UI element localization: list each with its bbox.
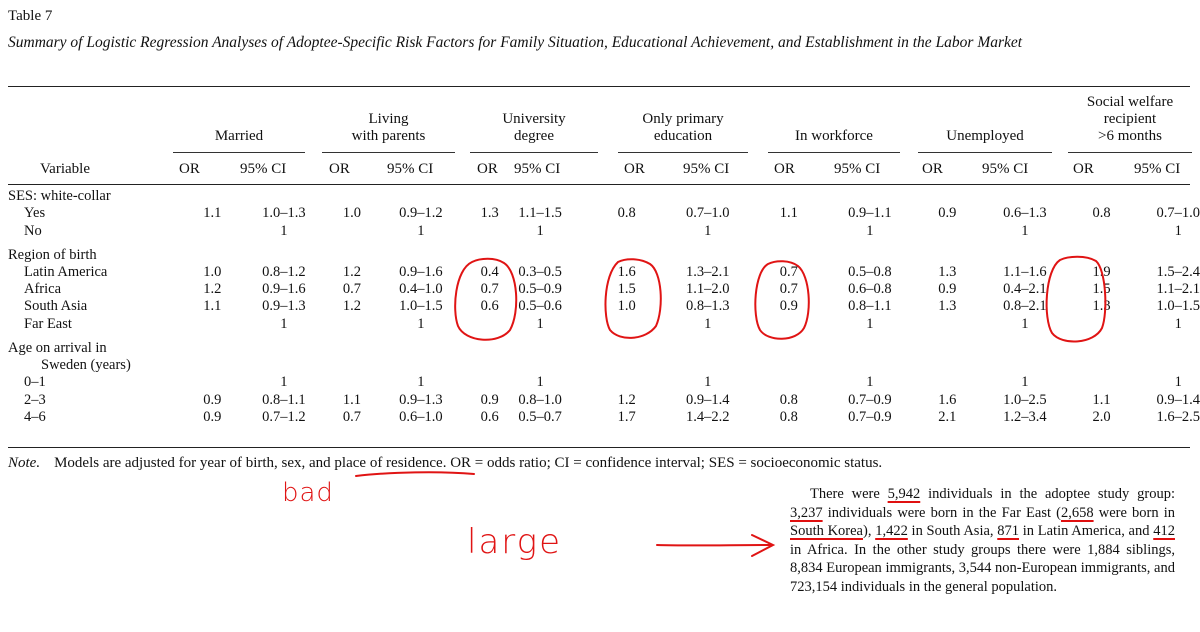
or-cell: 0.9 <box>480 391 499 408</box>
ci-cell <box>1156 188 1200 205</box>
ci-cell <box>686 357 730 374</box>
group-underline <box>173 152 305 153</box>
or-cell <box>467 316 513 333</box>
or-header: OR <box>477 161 498 177</box>
note-text-a: Models are adjusted for year of birth, sex, and <box>54 455 335 471</box>
ci-cell <box>239 240 329 264</box>
or-cell <box>892 188 1004 205</box>
or-cell <box>892 240 1004 264</box>
or-cell: 1.2 <box>203 281 222 298</box>
ci-cell: 0.4–2.1 <box>1003 281 1047 298</box>
or-cell: 0.9 <box>203 408 222 425</box>
or-cell <box>567 374 686 391</box>
table-row <box>8 223 1200 240</box>
para-count-latin-america: 871 <box>997 523 1020 539</box>
or-cell <box>186 316 239 333</box>
group-header-6 <box>1068 94 1192 145</box>
ci-cell: 1 <box>536 315 544 332</box>
or-cell: 0.6 <box>480 298 499 315</box>
or-cell: 1.9 <box>1092 263 1111 280</box>
or-cell: 0.8 <box>779 391 798 408</box>
ci-header: 95% CI <box>1134 161 1181 177</box>
or-header: OR <box>1073 161 1094 177</box>
ci-cell: 0.8–1.0 <box>518 391 562 408</box>
group-underline <box>470 152 598 153</box>
row-label: 0–1 <box>24 374 46 391</box>
ci-cell: 0.5–0.8 <box>848 263 892 280</box>
or-cell <box>1047 316 1157 333</box>
study-group-paragraph <box>790 485 1175 596</box>
ci-cell: 1 <box>1021 315 1029 332</box>
ci-cell: 0.9–1.1 <box>848 205 892 222</box>
or-cell <box>467 357 513 374</box>
results-table <box>8 188 1200 426</box>
or-cell: 0.9 <box>938 281 957 298</box>
group-header-line: recipient <box>1103 111 1157 127</box>
or-cell <box>467 374 513 391</box>
or-cell: 1.5 <box>617 281 636 298</box>
ci-cell: 0.6–1.3 <box>1003 205 1047 222</box>
ci-cell: 1.2–3.4 <box>1003 408 1047 425</box>
ci-cell: 1.1–2.0 <box>685 281 730 298</box>
bottom-rule <box>8 447 1190 448</box>
or-cell: 1.3 <box>938 298 957 315</box>
row-label: 2–3 <box>24 391 46 408</box>
ci-cell <box>686 240 730 264</box>
table-row <box>8 205 1200 222</box>
or-cell: 1.2 <box>342 298 361 315</box>
ci-cell: 0.9–1.2 <box>399 205 443 222</box>
or-cell: 0.8 <box>779 408 798 425</box>
ci-cell: 0.9–1.6 <box>399 263 443 280</box>
or-cell: 1.5 <box>1092 281 1111 298</box>
ci-cell: 1.6–2.5 <box>1156 408 1200 425</box>
or-cell <box>1047 223 1157 240</box>
ci-cell: 0.7–1.0 <box>685 205 730 222</box>
group-header-line: Unemployed <box>946 128 1024 144</box>
row-label: Africa <box>24 281 62 298</box>
ci-cell: 1 <box>704 222 712 239</box>
or-cell: 0.6 <box>480 408 499 425</box>
or-cell <box>892 316 1004 333</box>
ci-cell <box>1003 240 1047 264</box>
ci-header: 95% CI <box>387 161 434 177</box>
table-row <box>8 333 1200 357</box>
para-count-far-east: 3,237 <box>790 504 823 521</box>
ci-cell <box>375 333 467 357</box>
row-label: Yes <box>24 205 46 222</box>
or-cell <box>729 357 848 374</box>
or-cell: 0.7 <box>779 263 798 280</box>
ci-cell: 1 <box>417 374 425 391</box>
ci-cell: 0.4–1.0 <box>399 281 443 298</box>
ci-cell <box>375 188 467 205</box>
ci-cell: 0.8–1.1 <box>262 391 306 408</box>
ci-cell: 1.1–1.5 <box>518 205 562 222</box>
group-header-2 <box>470 111 598 145</box>
ci-cell: 0.5–0.7 <box>518 408 562 425</box>
ci-cell: 0.7–1.0 <box>1156 205 1200 222</box>
ci-cell <box>513 188 568 205</box>
group-header-line: degree <box>514 128 554 144</box>
ci-cell <box>1156 240 1200 264</box>
para-south-korea: South Korea <box>790 523 863 539</box>
or-cell <box>186 188 239 205</box>
or-cell <box>892 374 1004 391</box>
or-header: OR <box>922 161 943 177</box>
or-cell <box>329 333 375 357</box>
ci-cell: 1 <box>280 315 288 332</box>
note-label: Note. <box>8 455 41 471</box>
ci-cell: 0.8–1.2 <box>262 263 306 280</box>
ci-header: 95% CI <box>683 161 730 177</box>
group-header-line: Only primary <box>642 111 724 127</box>
table-row <box>8 409 1200 426</box>
or-cell <box>329 357 375 374</box>
ci-cell <box>848 240 892 264</box>
or-cell: 1.3 <box>1092 298 1111 315</box>
or-cell: 1.0 <box>342 205 361 222</box>
or-cell <box>186 333 239 357</box>
table-row <box>8 240 1200 264</box>
ci-cell: 1 <box>1021 374 1029 391</box>
ci-cell: 1 <box>417 315 425 332</box>
row-label: 4–6 <box>24 408 46 425</box>
or-cell: 1.0 <box>203 263 222 280</box>
or-cell <box>329 223 375 240</box>
top-rule <box>8 86 1190 87</box>
ci-cell: 0.9–1.3 <box>262 298 306 315</box>
table-title: Summary of Logistic Regression Analyses of Adoptee-Specific Risk Factors for Family Situation, Educational Achievement, and Establishment in the Labor Market <box>8 34 1023 51</box>
or-cell: 1.1 <box>1092 391 1111 408</box>
ci-cell: 0.9–1.4 <box>685 391 730 408</box>
table-row <box>8 374 1200 391</box>
or-cell <box>567 240 686 264</box>
or-cell: 1.6 <box>617 263 636 280</box>
row-label: Region of birth <box>8 246 97 263</box>
or-cell: 2.1 <box>938 408 957 425</box>
table-row <box>8 357 1200 374</box>
or-cell <box>567 357 686 374</box>
ci-cell: 1.0–2.5 <box>1003 391 1047 408</box>
ci-cell <box>686 188 730 205</box>
or-cell <box>1047 240 1157 264</box>
or-header: OR <box>624 161 645 177</box>
or-cell <box>186 240 239 264</box>
or-cell <box>467 223 513 240</box>
table-row <box>8 298 1200 315</box>
ci-cell <box>239 357 329 374</box>
table-row <box>8 316 1200 333</box>
row-label: Sweden (years) <box>41 357 131 374</box>
ci-header: 95% CI <box>514 161 561 177</box>
para-text: ), <box>863 523 876 539</box>
or-cell: 0.9 <box>779 298 798 315</box>
ci-cell: 1.3–2.1 <box>685 263 730 280</box>
group-header-line: with parents <box>351 128 426 144</box>
or-cell <box>329 316 375 333</box>
or-header: OR <box>329 161 350 177</box>
or-cell <box>567 333 686 357</box>
ci-cell: 0.8–2.1 <box>1003 298 1047 315</box>
para-text: There were <box>810 486 888 502</box>
group-underline <box>768 152 900 153</box>
ci-cell <box>848 333 892 357</box>
or-cell: 1.7 <box>617 408 636 425</box>
ci-cell: 1 <box>280 374 288 391</box>
para-text: individuals in the adoptee study group: <box>920 486 1175 502</box>
ci-cell: 1.4–2.2 <box>685 408 730 425</box>
or-cell <box>567 188 686 205</box>
or-cell <box>892 223 1004 240</box>
or-cell: 0.4 <box>480 263 499 280</box>
or-cell <box>1047 357 1157 374</box>
ci-cell: 1 <box>1174 374 1182 391</box>
table-number: Table 7 <box>8 8 53 24</box>
ci-cell: 0.5–0.6 <box>518 298 562 315</box>
para-text: were born in <box>1093 504 1176 521</box>
or-cell <box>567 223 686 240</box>
group-header-line: University <box>502 111 566 127</box>
ci-cell: 1 <box>536 374 544 391</box>
ci-cell: 1 <box>704 315 712 332</box>
ci-cell: 0.8–1.1 <box>848 298 892 315</box>
ci-cell: 0.3–0.5 <box>518 263 562 280</box>
ci-cell: 1.5–2.4 <box>1156 263 1200 280</box>
or-cell: 0.8 <box>1092 205 1111 222</box>
ci-cell: 1 <box>1174 315 1182 332</box>
ci-cell: 1 <box>417 222 425 239</box>
ci-cell <box>375 240 467 264</box>
row-label: No <box>24 222 42 239</box>
group-underline <box>1068 152 1192 153</box>
or-cell <box>329 188 375 205</box>
group-header-0 <box>173 128 305 145</box>
or-cell <box>729 374 848 391</box>
or-cell <box>329 374 375 391</box>
or-cell: 1.1 <box>203 298 222 315</box>
ci-cell <box>375 357 467 374</box>
group-header-line: Living <box>368 111 409 127</box>
or-cell <box>467 240 513 264</box>
or-cell <box>1047 374 1157 391</box>
ci-cell: 0.7–0.9 <box>848 408 892 425</box>
ci-header: 95% CI <box>240 161 287 177</box>
table-note <box>8 455 882 472</box>
or-cell: 1.6 <box>938 391 957 408</box>
or-cell: 0.9 <box>203 391 222 408</box>
ci-cell: 1 <box>536 222 544 239</box>
or-cell <box>729 188 848 205</box>
ci-cell: 0.7–1.2 <box>262 408 306 425</box>
or-cell: 0.8 <box>617 205 636 222</box>
para-text: individuals were born in the Far East ( <box>822 504 1061 521</box>
ci-cell: 1 <box>280 222 288 239</box>
para-count-africa: 412 <box>1153 523 1175 539</box>
or-cell <box>729 333 848 357</box>
ci-cell <box>1156 357 1200 374</box>
ci-cell: 0.9–1.3 <box>399 391 443 408</box>
ci-cell: 1.1–1.6 <box>1003 263 1047 280</box>
para-count-korea: 2,658 <box>1060 504 1094 521</box>
group-header-line: >6 months <box>1098 128 1162 144</box>
row-label: Latin America <box>24 263 108 280</box>
group-header-line: Married <box>214 128 264 144</box>
para-count-south-asia: 1,422 <box>875 523 908 539</box>
para-text: in Africa. In the other study groups there were 1,884 siblings, 8,834 European immigrants, 3,544 non-European immigrants, and 723,154 individuals in the general population. <box>790 541 1175 595</box>
or-cell <box>186 223 239 240</box>
or-cell <box>729 316 848 333</box>
or-cell: 0.7 <box>779 281 798 298</box>
ci-cell: 1 <box>866 222 874 239</box>
table-row <box>8 392 1200 409</box>
or-cell: 0.7 <box>480 281 499 298</box>
ci-cell: 1 <box>704 374 712 391</box>
ci-cell: 0.9–1.4 <box>1156 391 1200 408</box>
ci-cell: 1 <box>1174 222 1182 239</box>
group-header-line: education <box>653 128 713 144</box>
or-cell <box>892 357 1004 374</box>
or-cell <box>892 333 1004 357</box>
ci-cell: 1.0–1.5 <box>399 298 443 315</box>
ci-cell <box>239 188 329 205</box>
or-cell: 0.7 <box>342 408 361 425</box>
or-cell: 1.3 <box>938 263 957 280</box>
or-cell <box>1047 188 1157 205</box>
ci-cell <box>513 240 568 264</box>
row-label: South Asia <box>24 298 88 315</box>
variable-header: Variable <box>40 161 90 177</box>
or-cell: 0.9 <box>938 205 957 222</box>
ci-cell: 0.9–1.6 <box>262 281 306 298</box>
or-cell: 1.0 <box>617 298 636 315</box>
underline-residence <box>356 472 474 476</box>
or-cell: 1.1 <box>342 391 361 408</box>
ci-cell: 1 <box>866 374 874 391</box>
ci-cell: 1.0–1.3 <box>262 205 306 222</box>
ci-cell <box>239 333 329 357</box>
ci-cell: 0.6–0.8 <box>848 281 892 298</box>
note-text-c: . OR = odds ratio; CI = confidence interval; SES = socioeconomic status. <box>442 455 883 471</box>
or-cell <box>467 333 513 357</box>
or-cell: 1.1 <box>779 205 798 222</box>
ci-cell <box>686 333 730 357</box>
group-underline <box>618 152 748 153</box>
group-header-5 <box>918 128 1052 145</box>
or-header: OR <box>179 161 200 177</box>
ci-cell <box>848 357 892 374</box>
group-underline <box>322 152 455 153</box>
or-cell: 1.2 <box>617 391 636 408</box>
or-cell <box>186 374 239 391</box>
group-header-3 <box>618 111 748 145</box>
ci-cell: 1 <box>1021 222 1029 239</box>
ci-cell: 0.5–0.9 <box>518 281 562 298</box>
or-cell: 1.3 <box>480 205 499 222</box>
or-cell: 1.1 <box>203 205 222 222</box>
ci-cell <box>1003 333 1047 357</box>
ci-cell <box>848 188 892 205</box>
ci-cell: 1 <box>866 315 874 332</box>
or-header: OR <box>774 161 795 177</box>
table-row <box>8 188 1200 205</box>
or-cell <box>186 357 239 374</box>
arrow-head <box>752 535 773 556</box>
row-label: Far East <box>24 315 72 332</box>
or-cell <box>729 240 848 264</box>
or-cell: 0.7 <box>342 281 361 298</box>
or-cell: 2.0 <box>1092 408 1111 425</box>
or-cell: 1.2 <box>342 263 361 280</box>
group-header-1 <box>322 111 455 145</box>
handwritten-bad: bad <box>282 478 334 508</box>
ci-cell: 0.8–1.3 <box>685 298 730 315</box>
header-rule <box>8 184 1190 185</box>
row-label: Age on arrival in <box>8 339 107 356</box>
ci-cell: 0.7–0.9 <box>848 391 892 408</box>
ci-header: 95% CI <box>834 161 881 177</box>
ci-cell: 1.1–2.1 <box>1156 281 1200 298</box>
ci-cell <box>513 357 568 374</box>
or-cell <box>1047 333 1157 357</box>
row-label: SES: white-collar <box>8 188 111 204</box>
para-count-adoptees: 5,942 <box>887 486 921 502</box>
ci-cell: 1.0–1.5 <box>1156 298 1200 315</box>
table-row <box>8 264 1200 281</box>
or-cell <box>467 188 513 205</box>
ci-cell <box>513 333 568 357</box>
ci-cell: 0.6–1.0 <box>399 408 443 425</box>
para-text: in Latin America, and <box>1019 523 1154 539</box>
ci-cell <box>1156 333 1200 357</box>
table-row <box>8 281 1200 298</box>
note-text-b: place of residence <box>334 455 443 471</box>
or-cell <box>729 223 848 240</box>
handwritten-large: large <box>467 522 562 562</box>
ci-cell <box>1003 188 1047 205</box>
group-header-line: In workforce <box>795 128 873 144</box>
group-underline <box>918 152 1052 153</box>
ci-cell <box>1003 357 1047 374</box>
para-text: in South Asia, <box>907 523 998 539</box>
or-cell <box>567 316 686 333</box>
group-header-4 <box>768 128 900 145</box>
or-cell <box>329 240 375 264</box>
ci-header: 95% CI <box>982 161 1029 177</box>
group-header-line: Social welfare <box>1086 94 1174 110</box>
